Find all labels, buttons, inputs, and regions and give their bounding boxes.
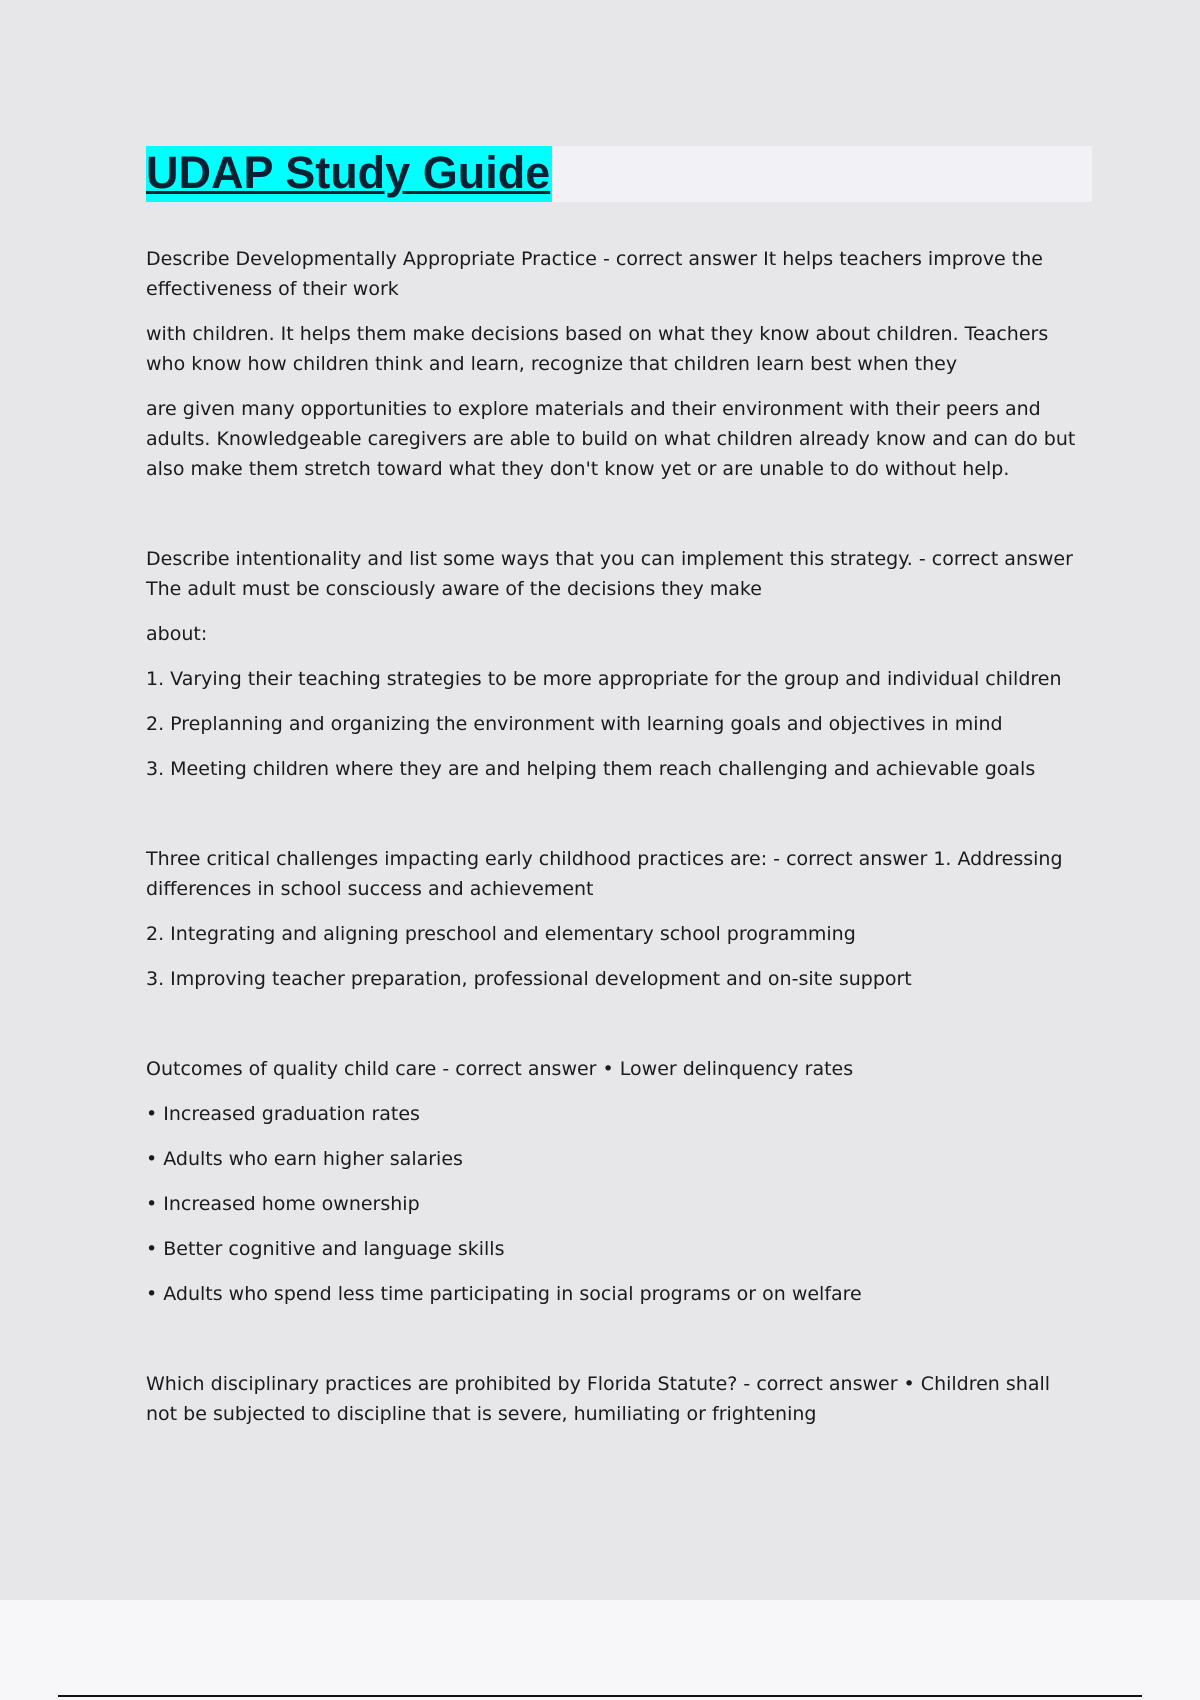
q4-bullet-item: • Increased graduation rates	[146, 1103, 420, 1125]
q4-bullet-item: • Increased home ownership	[146, 1193, 420, 1215]
q5-question: Which disciplinary practices are prohibited by Florida Statute? - correct answer • Children shall not be subjected to discipline that is severe, humiliating or frightening	[146, 1373, 1051, 1425]
q4-bullet-item: • Adults who earn higher salaries	[146, 1148, 463, 1170]
q1-question: Describe Developmentally Appropriate Practice - correct answer It helps teachers improve the effectiveness of their work	[146, 248, 1043, 300]
q2-question: Describe intentionality and list some ways that you can implement this strategy. - correct answer The adult must be consciously aware of the decisions they make	[146, 548, 1073, 600]
q2-list-item: 2. Preplanning and organizing the environment with learning goals and objectives in mind	[146, 713, 1003, 735]
q2-list-item: 3. Meeting children where they are and helping them reach challenging and achievable goals	[146, 758, 1036, 780]
q2-list-item: 1. Varying their teaching strategies to be more appropriate for the group and individual children	[146, 668, 1062, 690]
footer-divider	[58, 1695, 1142, 1697]
q3-list-item: 3. Improving teacher preparation, professional development and on-site support	[146, 968, 912, 990]
q4-bullet-item: • Better cognitive and language skills	[146, 1238, 505, 1260]
q2-answer-line: about:	[146, 623, 208, 645]
q4-bullet-item: • Adults who spend less time participating in social programs or on welfare	[146, 1283, 862, 1305]
q3-question: Three critical challenges impacting early childhood practices are: - correct answer 1. Addressing differences in school success and achievement	[146, 848, 1063, 900]
q3-list-item: 2. Integrating and aligning preschool and elementary school programming	[146, 923, 856, 945]
document-body	[146, 244, 1076, 1444]
q1-answer-continued: are given many opportunities to explore materials and their environment with their peers and adults. Knowledgeable caregivers are able to build on what children already know and can do but also make them stretch toward what they don't know yet or are unable to do without help.	[146, 398, 1076, 480]
page-footer-area	[0, 1600, 1200, 1700]
q4-question: Outcomes of quality child care - correct answer • Lower delinquency rates	[146, 1058, 854, 1080]
q1-answer-continued: with children. It helps them make decisions based on what they know about children. Teachers who know how children think and learn, recognize that children learn best when they	[146, 323, 1049, 375]
document-title: UDAP Study Guide	[146, 146, 552, 202]
